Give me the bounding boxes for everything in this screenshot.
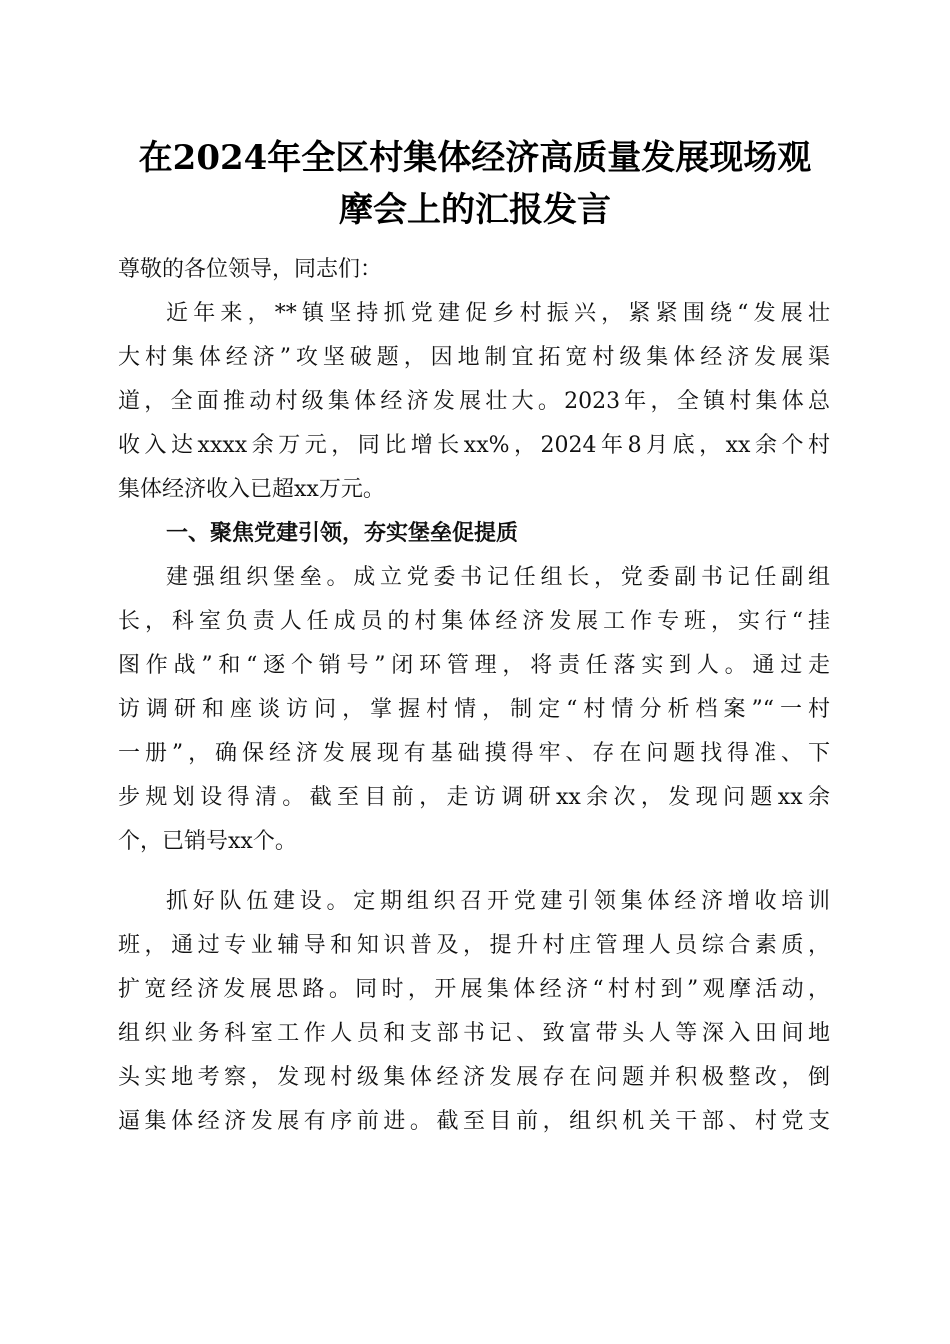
paragraph-line: 步规划设得清。截至目前，走访调研xx余次，发现问题xx余: [118, 785, 830, 810]
paragraph-line: 组织业务科室工作人员和支部书记、致富带头人等深入田间地: [118, 1021, 830, 1046]
paragraph-line: 一册”，确保经济发展现有基础摸得牢、存在问题找得准、下: [118, 741, 830, 766]
paragraph-line: 图作战”和“逐个销号”闭环管理，将责任落实到人。通过走: [118, 653, 830, 678]
document-title: [110, 132, 840, 236]
paragraph-line: 长，科室负责人任成员的村集体经济发展工作专班，实行“挂: [118, 609, 830, 634]
paragraph-line: 道，全面推动村级集体经济发展壮大。2023年，全镇村集体总: [118, 389, 830, 414]
paragraph-line: 访调研和座谈访问，掌握村情，制定“村情分析档案”“一村: [118, 697, 830, 722]
paragraph-line: 近年来，**镇坚持抓党建促乡村振兴，紧紧围绕“发展壮: [166, 301, 830, 326]
section-heading: 一、聚焦党建引领，夯实堡垒促提质: [166, 521, 519, 546]
paragraph-line: 抓好队伍建设。定期组织召开党建引领集体经济增收培训: [166, 889, 830, 914]
paragraph-team-building: [118, 880, 830, 1144]
paragraph-line: 头实地考察，发现村级集体经济发展存在问题并积极整改，倒: [118, 1065, 830, 1090]
intro-paragraph: [118, 292, 830, 512]
paragraph-line: 逼集体经济发展有序前进。截至目前，组织机关干部、村党支: [118, 1109, 830, 1134]
paragraph-spacer: [118, 864, 830, 880]
title-line-1: 在2024年全区村集体经济高质量发展现场观: [138, 138, 812, 178]
document-body: [118, 248, 830, 1144]
paragraph-line: 建强组织堡垒。成立党委书记任组长，党委副书记任副组: [166, 565, 830, 590]
paragraph-line: 个，已销号xx个。: [118, 829, 297, 854]
paragraph-line: 收入达xxxx余万元，同比增长xx%，2024年8月底，xx余个村: [118, 433, 830, 458]
title-line-2: 摩会上的汇报发言: [339, 190, 611, 230]
paragraph-line: 扩宽经济发展思路。同时，开展集体经济“村村到”观摩活动，: [118, 977, 830, 1002]
paragraph-line: 班，通过专业辅导和知识普及，提升村庄管理人员综合素质，: [118, 933, 830, 958]
paragraph-line: 大村集体经济”攻坚破题，因地制宜拓宽村级集体经济发展渠: [118, 345, 830, 370]
salutation: 尊敬的各位领导，同志们：: [118, 257, 383, 282]
paragraph-organization: [118, 556, 830, 864]
paragraph-line: 集体经济收入已超xx万元。: [118, 477, 385, 502]
